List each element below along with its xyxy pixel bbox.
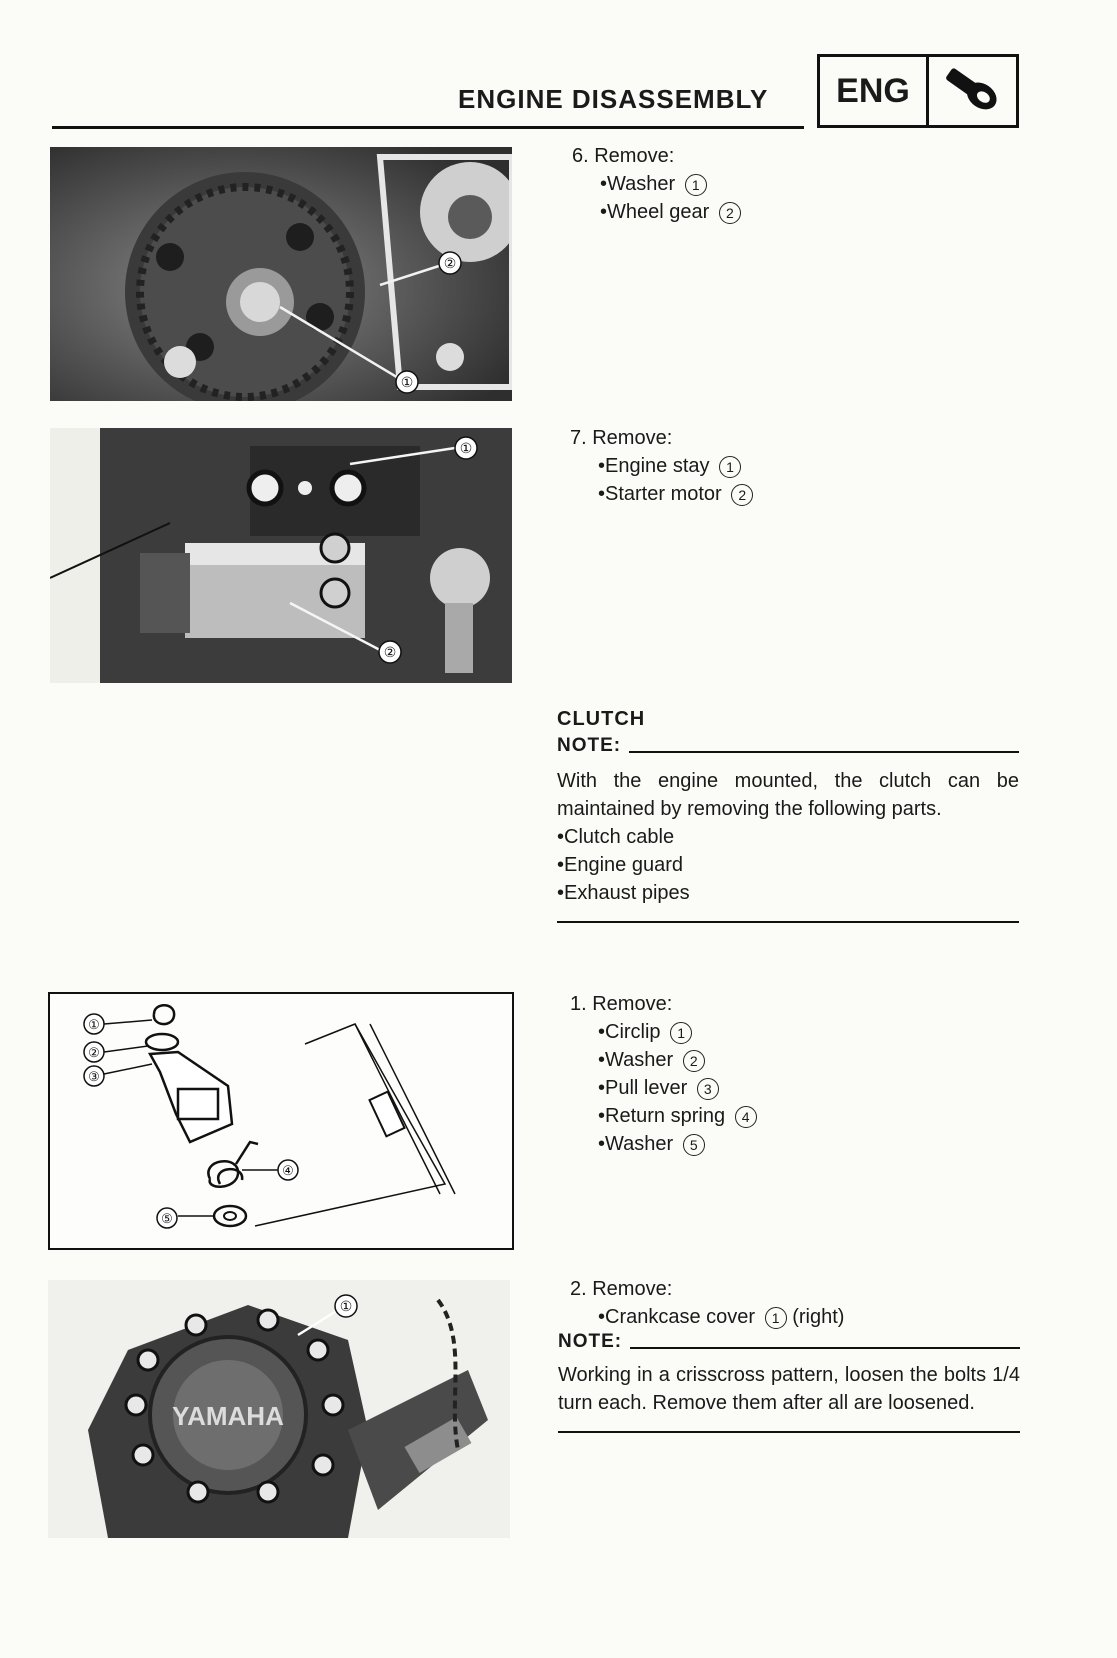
section-heading: CLUTCH: [557, 708, 646, 730]
callout-ref: 2: [719, 202, 741, 224]
callout-ref: 5: [683, 1134, 705, 1156]
page-title: ENGINE DISASSEMBLY: [458, 84, 769, 114]
callout-1-label: ①: [459, 440, 473, 456]
list-item: •Washer 2: [570, 1046, 1010, 1074]
list-item: •Wheel gear 2: [572, 198, 1012, 226]
note-text: Working in a crisscross pattern, loosen the bolts 1/4 turn each. Remove them after all are loosened.: [558, 1364, 1020, 1414]
photo-wheel-gear: [50, 147, 512, 401]
note-label: NOTE:: [558, 1331, 623, 1352]
step-6: [572, 142, 1012, 226]
callout-ref: 3: [697, 1078, 719, 1100]
note-header: [558, 1331, 1020, 1353]
step-7-title: 7. Remove:: [570, 427, 673, 449]
list-item: •Starter motor 2: [570, 480, 1010, 508]
callout-5-label: ⑤: [161, 1211, 173, 1226]
callout-2-label: ②: [383, 644, 397, 660]
list-item: •Engine stay 1: [570, 452, 1010, 480]
photo-crankcase-cover: [48, 1280, 510, 1538]
step-2: [558, 1275, 1020, 1433]
callout-1-label: ①: [88, 1017, 100, 1032]
callout-ref: 1: [719, 456, 741, 478]
note-end-rule: [558, 1431, 1020, 1433]
callout-ref: 2: [683, 1050, 705, 1072]
callout-2-label: ②: [443, 255, 457, 271]
list-item: •Crankcase cover 1 (right): [598, 1306, 845, 1328]
photo-starter-motor: [50, 428, 512, 683]
callout-ref: 1: [670, 1022, 692, 1044]
clutch-section: [557, 708, 1019, 923]
diagram-pull-lever: [48, 992, 514, 1250]
note-header: [557, 735, 1019, 757]
list-item: •Circlip 1: [570, 1018, 1010, 1046]
step-7: [570, 424, 1010, 508]
callout-2-label: ②: [88, 1045, 100, 1060]
callout-ref: 2: [731, 484, 753, 506]
callout-3-label: ③: [88, 1069, 100, 1084]
list-item: •Washer 1: [572, 170, 1012, 198]
section-badge-label: ENG: [820, 57, 929, 125]
list-item: •Pull lever 3: [570, 1074, 1010, 1102]
callout-4-label: ④: [282, 1163, 294, 1178]
list-item: •Washer 5: [570, 1130, 1010, 1158]
note-text: With the engine mounted, the clutch can be maintained by removing the following parts.: [557, 770, 1019, 820]
section-badge: [817, 54, 1019, 128]
step-6-title: 6. Remove:: [572, 145, 675, 167]
header-rule: [52, 126, 804, 129]
callout-ref: 4: [735, 1106, 757, 1128]
step-1: [570, 990, 1010, 1158]
wrench-tool-icon: [929, 57, 1016, 125]
list-item: •Engine guard: [557, 854, 683, 876]
note-label: NOTE:: [557, 735, 622, 756]
callout-1-label: ①: [400, 374, 414, 390]
list-item: •Exhaust pipes: [557, 882, 690, 904]
step-2-title: 2. Remove:: [570, 1278, 673, 1300]
note-end-rule: [557, 921, 1019, 923]
callout-1-label: ①: [339, 1298, 353, 1314]
callout-ref: 1: [685, 174, 707, 196]
callout-ref: 1: [765, 1307, 787, 1329]
list-item: •Clutch cable: [557, 826, 675, 848]
yamaha-logo: YAMAHA: [172, 1401, 284, 1431]
step-1-title: 1. Remove:: [570, 993, 673, 1015]
list-item: •Return spring 4: [570, 1102, 1010, 1130]
